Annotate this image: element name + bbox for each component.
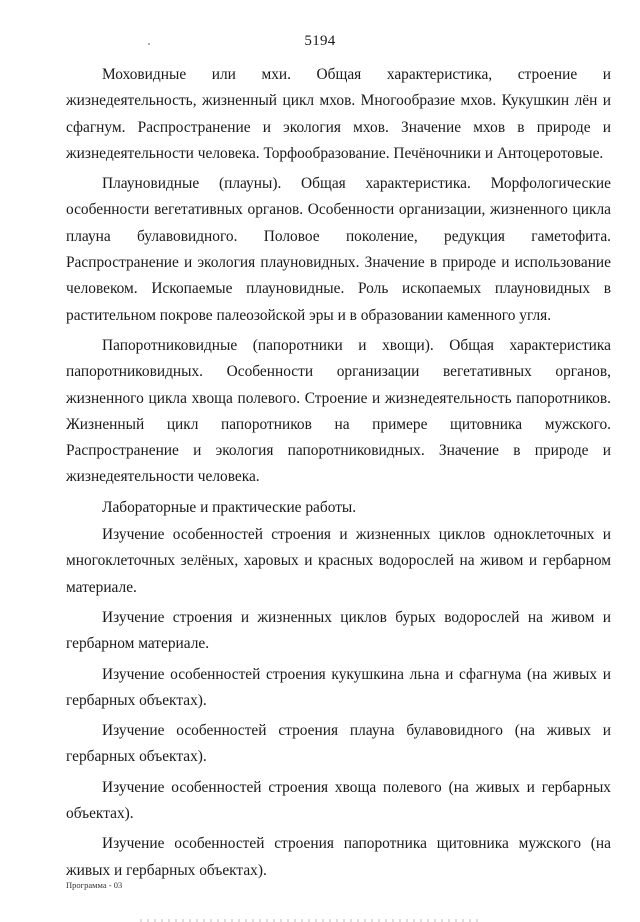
- page-number: 5194: [304, 33, 336, 49]
- paragraph-lycophytes: Плауновидные (плауны). Общая характеристика. Морфологические особенности вегетативных органов. Особенности организации, жизненного цикла плауна булавовидного. Половое поколение, редукция гаметофита. Распространение и экология плауновидных. Значение в природе и использование человеком. Ископаемые плауновидные. Роль ископаемых плауновидных в растительном покрове палеозойской эры и в образовании каменного угля.: [66, 175, 611, 324]
- paragraph-lab-lycopodium: Изучение особенностей строения плауна булавовидного (на живых и гербарных объектах).: [66, 722, 611, 766]
- paragraph-lab-algae: Изучение особенностей строения и жизненных циклов одноклеточных и многоклеточных зелёных, харовых и красных водорослей на живом и гербарном материале.: [66, 526, 611, 596]
- document-body: [66, 62, 611, 888]
- paragraph-lab-fern: Изучение особенностей строения папоротника щитовника мужского (на живых и гербарных объектах).: [66, 835, 611, 879]
- paragraph-lab-horsetail: Изучение особенностей строения хвоща полевого (на живых и гербарных объектах).: [66, 778, 611, 823]
- footer-label: Программа - 03: [66, 880, 123, 890]
- paragraph-lab-heading: Лабораторные и практические работы.: [102, 498, 357, 516]
- paragraph-lab-brown-algae: Изучение строения и жизненных циклов бурых водорослей на живом и гербарном материале.: [66, 608, 611, 653]
- paragraph-lab-moss: Изучение особенностей строения кукушкина льна и сфагнума (на живых и гербарных объектах).: [66, 665, 611, 709]
- paragraph-ferns: Папоротниковидные (папоротники и хвощи). Общая характеристика папоротниковидных. Особенности организации вегетативных органов, жизненного цикла хвоща полевого. Строение и жизнедеятельность папоротников. Жизненный цикл папоротников на примере щитовника мужского. Распространение и экология папоротниковидных. Значение в природе и жизнедеятельности человека.: [66, 336, 611, 486]
- paragraph-mosses: Моховидные или мхи. Общая характеристика, строение и жизнедеятельность, жизненный цикл мхов. Многообразие мхов. Кукушкин лён и сфагнум. Распространение и экология мхов. Значение мхов в природе и жизнедеятельности человека. Торфообразование. Печёночники и Антоцеротовые.: [66, 66, 611, 162]
- scan-artifact: [148, 43, 150, 45]
